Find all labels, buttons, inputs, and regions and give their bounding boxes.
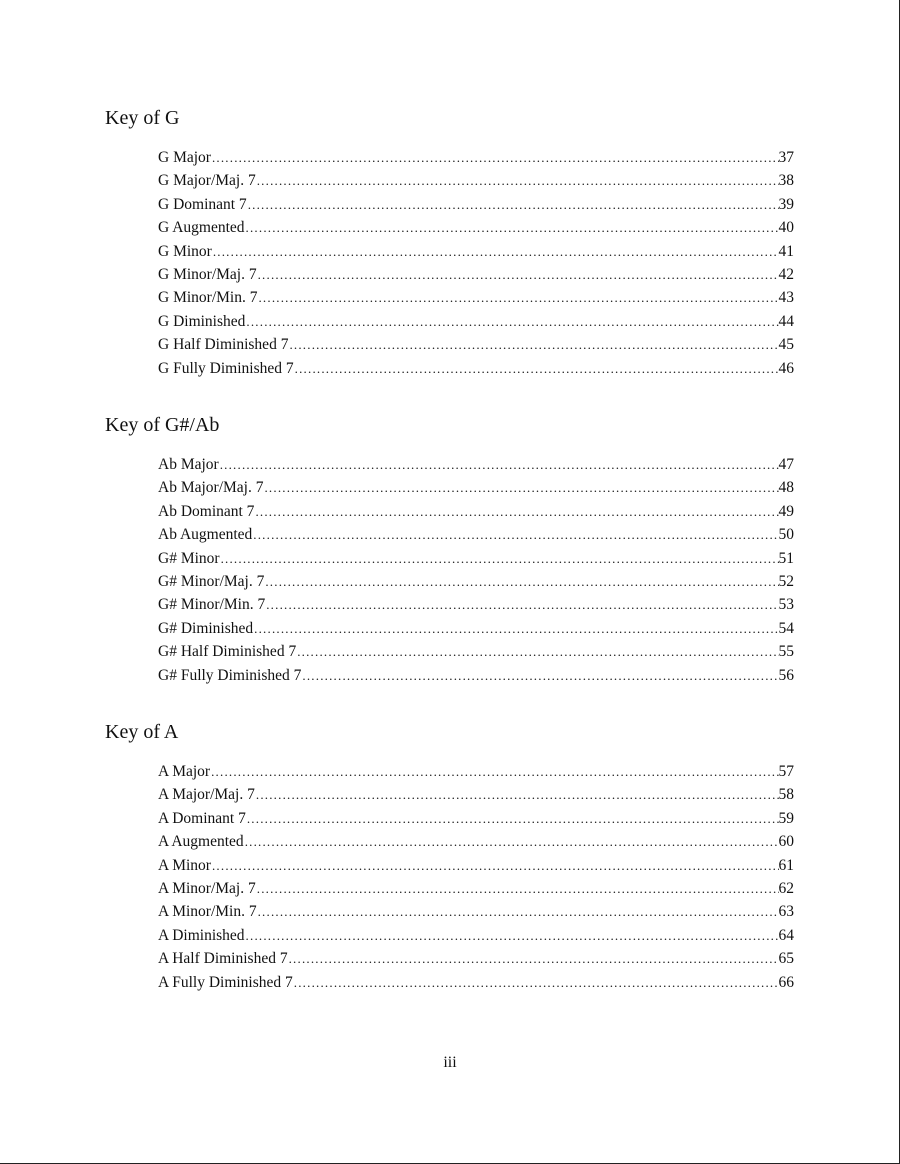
toc-entry-page: 45	[778, 336, 794, 354]
toc-entry-page: 37	[778, 149, 794, 166]
toc-entry-label: A Major	[158, 763, 211, 780]
toc-entry-page: 50	[778, 526, 794, 544]
toc-entry-label: G Augmented	[158, 219, 245, 237]
toc-entry-label: G Minor/Maj. 7	[158, 265, 257, 283]
toc-leader-dots	[244, 830, 779, 853]
toc-entry	[158, 570, 794, 593]
toc-entry-page: 46	[778, 359, 794, 377]
toc-entry-page: 62	[778, 879, 794, 897]
toc-entry-page: 53	[778, 596, 794, 614]
toc-leader-dots	[265, 593, 778, 616]
toc-entry-label: Ab Major/Maj. 7	[158, 479, 264, 497]
toc-entry-label: A Major/Maj. 7	[158, 786, 255, 804]
toc-entry-page: 38	[778, 172, 794, 190]
toc-entry-page: 49	[778, 502, 794, 520]
toc-entry	[158, 924, 794, 947]
toc-entry	[158, 783, 794, 806]
toc-entry	[158, 333, 794, 356]
toc-entry-page: 56	[778, 666, 794, 684]
toc-entry-label: G# Diminished	[158, 619, 254, 637]
toc-entry-label: G Diminished	[158, 312, 246, 330]
toc-entry-label: G Minor	[158, 242, 212, 260]
toc-entry	[158, 664, 794, 687]
toc-entry-label: G Major/Maj. 7	[158, 172, 256, 190]
toc-entry	[158, 617, 794, 640]
toc-entry-label: A Minor/Maj. 7	[158, 879, 256, 897]
toc-leader-dots	[245, 310, 778, 333]
toc-entry-label: A Dominant 7	[158, 809, 246, 827]
toc-leader-dots	[247, 193, 779, 216]
toc-entry-label: Ab Dominant 7	[158, 502, 255, 520]
toc-entry-label: Ab Major	[158, 456, 219, 473]
toc-entry	[158, 947, 794, 970]
toc-leader-dots	[211, 146, 779, 169]
toc-entry-page: 55	[778, 643, 794, 661]
toc-entry-label: G Minor/Min. 7	[158, 289, 258, 307]
toc-entry	[158, 169, 794, 192]
toc-entry-label: Ab Augmented	[158, 526, 253, 544]
toc-list-key-of-g-sharp-a-flat	[158, 453, 794, 687]
toc-entry	[158, 760, 794, 783]
toc-leader-dots	[257, 286, 778, 309]
toc-entry-page: 54	[778, 619, 794, 637]
toc-entry-page: 58	[778, 786, 794, 804]
toc-entry	[158, 640, 794, 663]
section-title-key-of-a: Key of A	[105, 721, 179, 743]
toc-entry-page: 57	[778, 763, 794, 780]
toc-leader-dots	[255, 783, 779, 806]
toc-leader-dots	[219, 453, 779, 476]
toc-entry-label: A Half Diminished 7	[158, 950, 288, 968]
toc-entry-label: G Half Diminished 7	[158, 336, 289, 354]
toc-entry-page: 47	[778, 456, 794, 473]
toc-leader-dots	[257, 900, 779, 923]
toc-entry-label: G# Fully Diminished 7	[158, 666, 302, 684]
toc-entry	[158, 286, 794, 309]
toc-entry-label: G# Minor/Min. 7	[158, 596, 266, 614]
toc-leader-dots	[257, 263, 779, 286]
toc-leader-dots	[301, 664, 778, 687]
toc-entry-page: 61	[778, 856, 794, 874]
toc-entry	[158, 216, 794, 239]
toc-leader-dots	[252, 523, 778, 546]
toc-entry-page: 64	[778, 926, 794, 944]
toc-leader-dots	[256, 169, 779, 192]
toc-entry-page: 48	[778, 479, 794, 497]
section-title-key-of-g-sharp-a-flat: Key of G#/Ab	[105, 414, 220, 436]
toc-entry	[158, 830, 794, 853]
toc-entry	[158, 523, 794, 546]
toc-entry	[158, 263, 794, 286]
toc-leader-dots	[245, 216, 779, 239]
section-title-key-of-g: Key of G	[105, 107, 180, 129]
toc-leader-dots	[220, 547, 779, 570]
toc-leader-dots	[264, 570, 778, 593]
toc-entry	[158, 193, 794, 216]
toc-entry	[158, 310, 794, 333]
toc-entry-page: 44	[778, 312, 794, 330]
toc-list-key-of-a	[158, 760, 794, 994]
toc-entry-page: 51	[778, 549, 794, 567]
toc-entry-label: A Fully Diminished 7	[158, 973, 293, 991]
toc-leader-dots	[246, 807, 779, 830]
toc-entry	[158, 854, 794, 877]
toc-entry-label: A Diminished	[158, 926, 245, 944]
toc-entry	[158, 146, 794, 169]
toc-entry	[158, 476, 794, 499]
toc-leader-dots	[296, 640, 778, 663]
toc-entry-page: 59	[778, 809, 794, 827]
toc-entry	[158, 357, 794, 380]
toc-leader-dots	[254, 500, 778, 523]
toc-entry-page: 43	[778, 289, 794, 307]
toc-entry-page: 39	[778, 195, 794, 213]
toc-entry-label: G Fully Diminished 7	[158, 359, 294, 377]
toc-entry-label: G# Half Diminished 7	[158, 643, 297, 661]
toc-leader-dots	[210, 760, 778, 783]
toc-entry-page: 65	[778, 950, 794, 968]
toc-entry-label: G# Minor/Maj. 7	[158, 572, 265, 590]
toc-leader-dots	[293, 971, 779, 994]
toc-entry	[158, 500, 794, 523]
page-number: iii	[443, 1054, 457, 1071]
toc-entry-label: G Major	[158, 149, 211, 166]
toc-entry-page: 60	[778, 833, 794, 851]
toc-entry-label: G# Minor	[158, 549, 220, 567]
toc-leader-dots	[212, 240, 779, 263]
toc-entry-label: G Dominant 7	[158, 195, 247, 213]
toc-entry	[158, 971, 794, 994]
toc-list-key-of-g	[158, 146, 794, 380]
toc-entry	[158, 877, 794, 900]
toc-entry	[158, 547, 794, 570]
toc-leader-dots	[253, 617, 778, 640]
toc-entry-page: 66	[778, 973, 794, 991]
toc-leader-dots	[294, 357, 779, 380]
toc-entry	[158, 807, 794, 830]
toc-leader-dots	[256, 877, 779, 900]
toc-entry-page: 40	[778, 219, 794, 237]
toc-entry-page: 52	[778, 572, 794, 590]
toc-entry	[158, 240, 794, 263]
toc-leader-dots	[288, 947, 779, 970]
toc-leader-dots	[245, 924, 779, 947]
toc-entry-label: A Minor/Min. 7	[158, 903, 257, 921]
toc-entry-page: 63	[778, 903, 794, 921]
toc-entry-label: A Minor	[158, 856, 211, 874]
toc-entry	[158, 593, 794, 616]
toc-leader-dots	[211, 854, 779, 877]
toc-entry	[158, 453, 794, 476]
toc-entry-label: A Augmented	[158, 833, 244, 851]
toc-entry-page: 41	[778, 242, 794, 260]
toc-entry-page: 42	[778, 265, 794, 283]
toc-leader-dots	[288, 333, 778, 356]
toc-leader-dots	[263, 476, 778, 499]
toc-entry	[158, 900, 794, 923]
